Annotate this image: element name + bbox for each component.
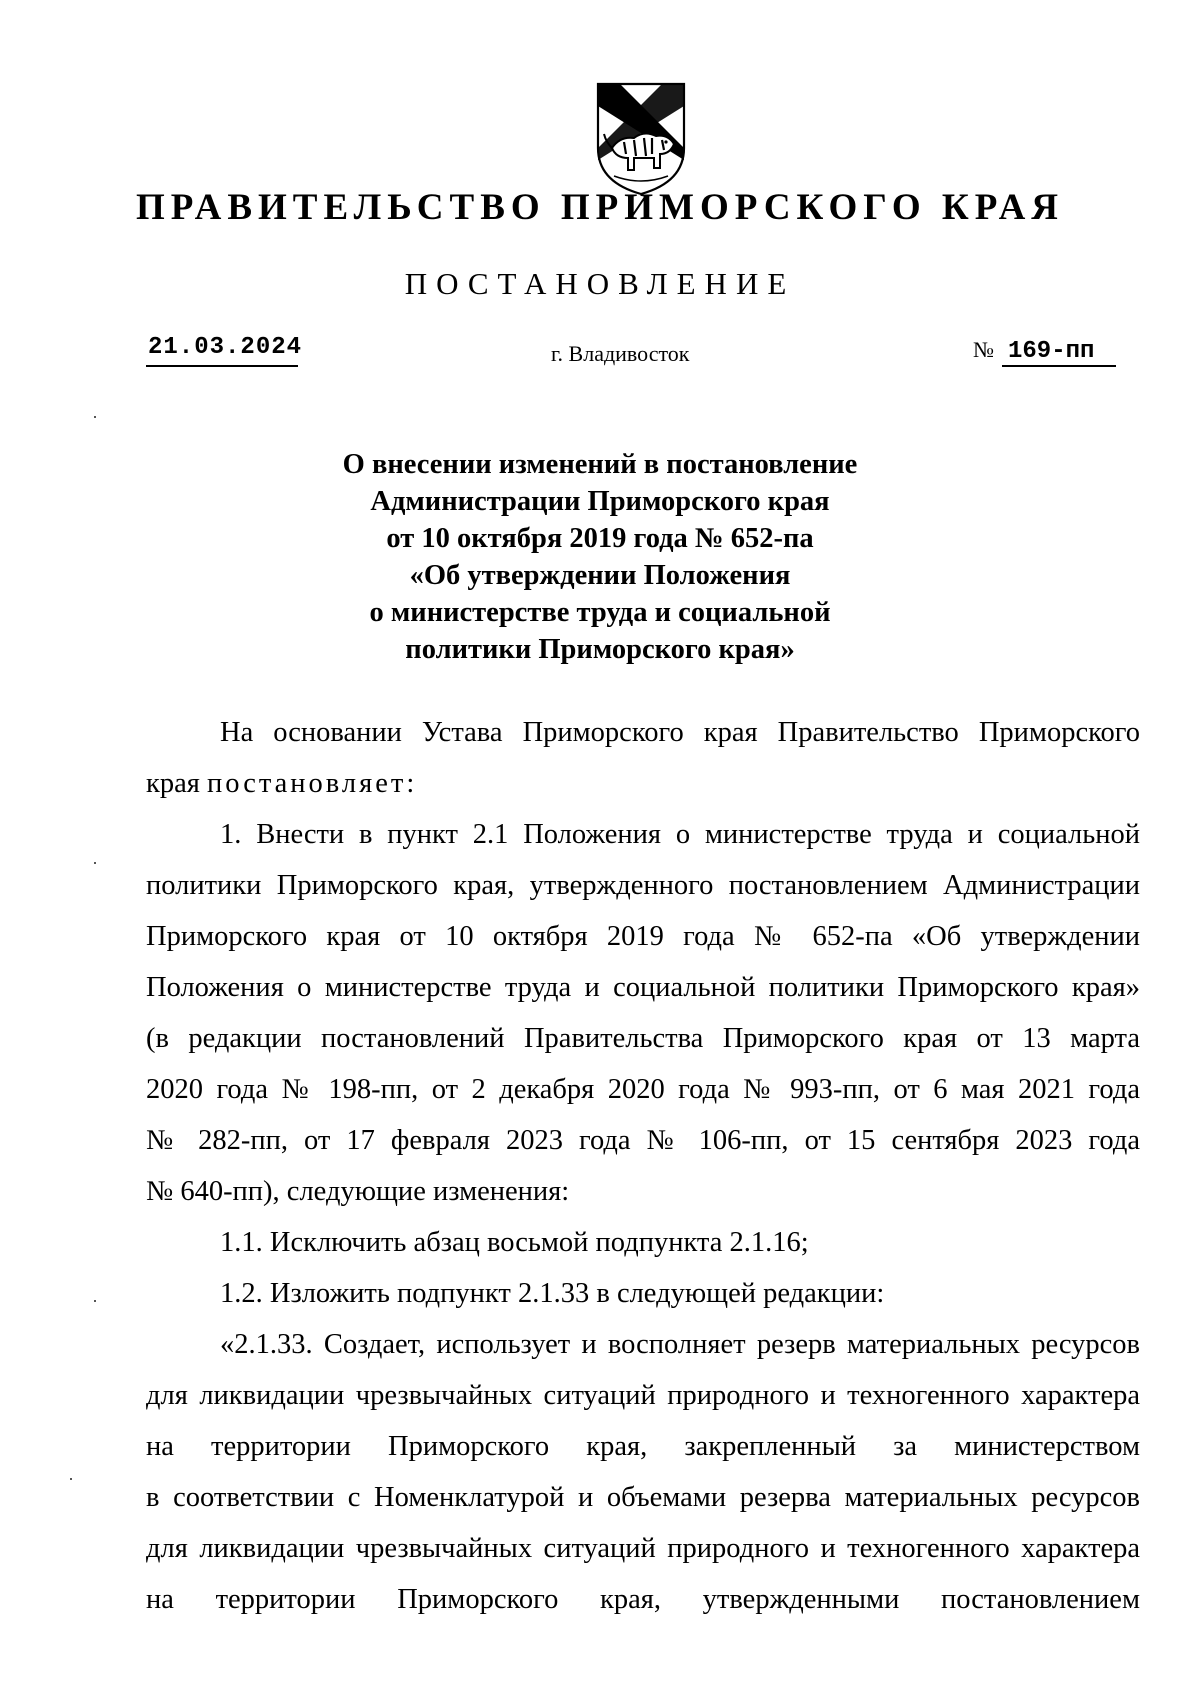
body-line: (в редакции постановлений Правительства Приморского края от 13 марта xyxy=(146,1023,1140,1054)
body-word: края xyxy=(146,768,200,799)
body-line: № 282-пп, от 17 февраля 2023 года № 106-пп, от 15 сентября 2023 года xyxy=(146,1125,1140,1156)
body-line: в соответствии с Номенклатурой и объемами резерва материальных ресурсов xyxy=(146,1482,1140,1513)
body-line: 2020 года № 198-пп, от 2 декабря 2020 года № 993-пп, от 6 мая 2021 года xyxy=(146,1074,1140,1105)
number-sign: № xyxy=(973,337,994,362)
body-line: на территории Приморского края, утвержденными постановлением xyxy=(146,1584,1140,1615)
body-line: на территории Приморского края, закрепленный за министерством xyxy=(146,1431,1140,1462)
subject-line: Администрации Приморского края xyxy=(370,486,830,517)
body-line: для ликвидации чрезвычайных ситуаций природного и техногенного характера xyxy=(146,1380,1140,1411)
scan-mark xyxy=(94,416,96,418)
body-emphasis: постановляет: xyxy=(206,768,418,799)
body-line: Положения о министерстве труда и социальной политики Приморского края» xyxy=(146,972,1140,1003)
body-line: 1.1. Исключить абзац восьмой подпункта 2.1.16; xyxy=(220,1227,809,1258)
body-line: для ликвидации чрезвычайных ситуаций природного и техногенного характера xyxy=(146,1533,1140,1564)
body-line: 1.2. Изложить подпункт 2.1.33 в следующей редакции: xyxy=(220,1278,885,1309)
subject-line: «Об утверждении Положения xyxy=(409,560,791,591)
scan-mark xyxy=(94,1300,96,1302)
subject-line: О внесении изменений в постановление xyxy=(342,449,858,480)
scan-mark xyxy=(70,1478,72,1480)
primorsky-krai-coat-of-arms-icon xyxy=(590,78,692,198)
body-line: № 640-пп), следующие изменения: xyxy=(146,1176,570,1207)
date-underline xyxy=(146,365,298,367)
document-subject xyxy=(240,446,960,668)
body-line xyxy=(146,758,1140,809)
body-line: «2.1.33. Создает, использует и восполняет резерв материальных ресурсов xyxy=(220,1329,1140,1360)
document-body xyxy=(146,707,1140,1625)
subject-line: о министерстве труда и социальной xyxy=(369,597,831,628)
number-value: 169-пп xyxy=(1002,339,1116,367)
subject-line: политики Приморского края» xyxy=(405,634,795,665)
document-number xyxy=(973,337,1116,367)
subject-line: от 10 октября 2019 года № 652-па xyxy=(386,523,814,554)
body-line: На основании Устава Приморского края Правительство Приморского xyxy=(220,717,1140,748)
body-line: политики Приморского края, утвержденного постановлением Администрации xyxy=(146,870,1140,901)
body-line: 1. Внести в пункт 2.1 Положения о министерстве труда и социальной xyxy=(220,819,1140,850)
document-city: г. Владивосток xyxy=(551,341,690,366)
body-line: Приморского края от 10 октября 2019 года № 652-па «Об утверждении xyxy=(146,921,1140,952)
document-date: 21.03.2024 xyxy=(148,334,303,361)
government-title: ПРАВИТЕЛЬСТВО ПРИМОРСКОГО КРАЯ xyxy=(135,187,1065,228)
document-type: ПОСТАНОВЛЕНИЕ xyxy=(404,266,796,301)
scan-mark xyxy=(94,862,96,864)
